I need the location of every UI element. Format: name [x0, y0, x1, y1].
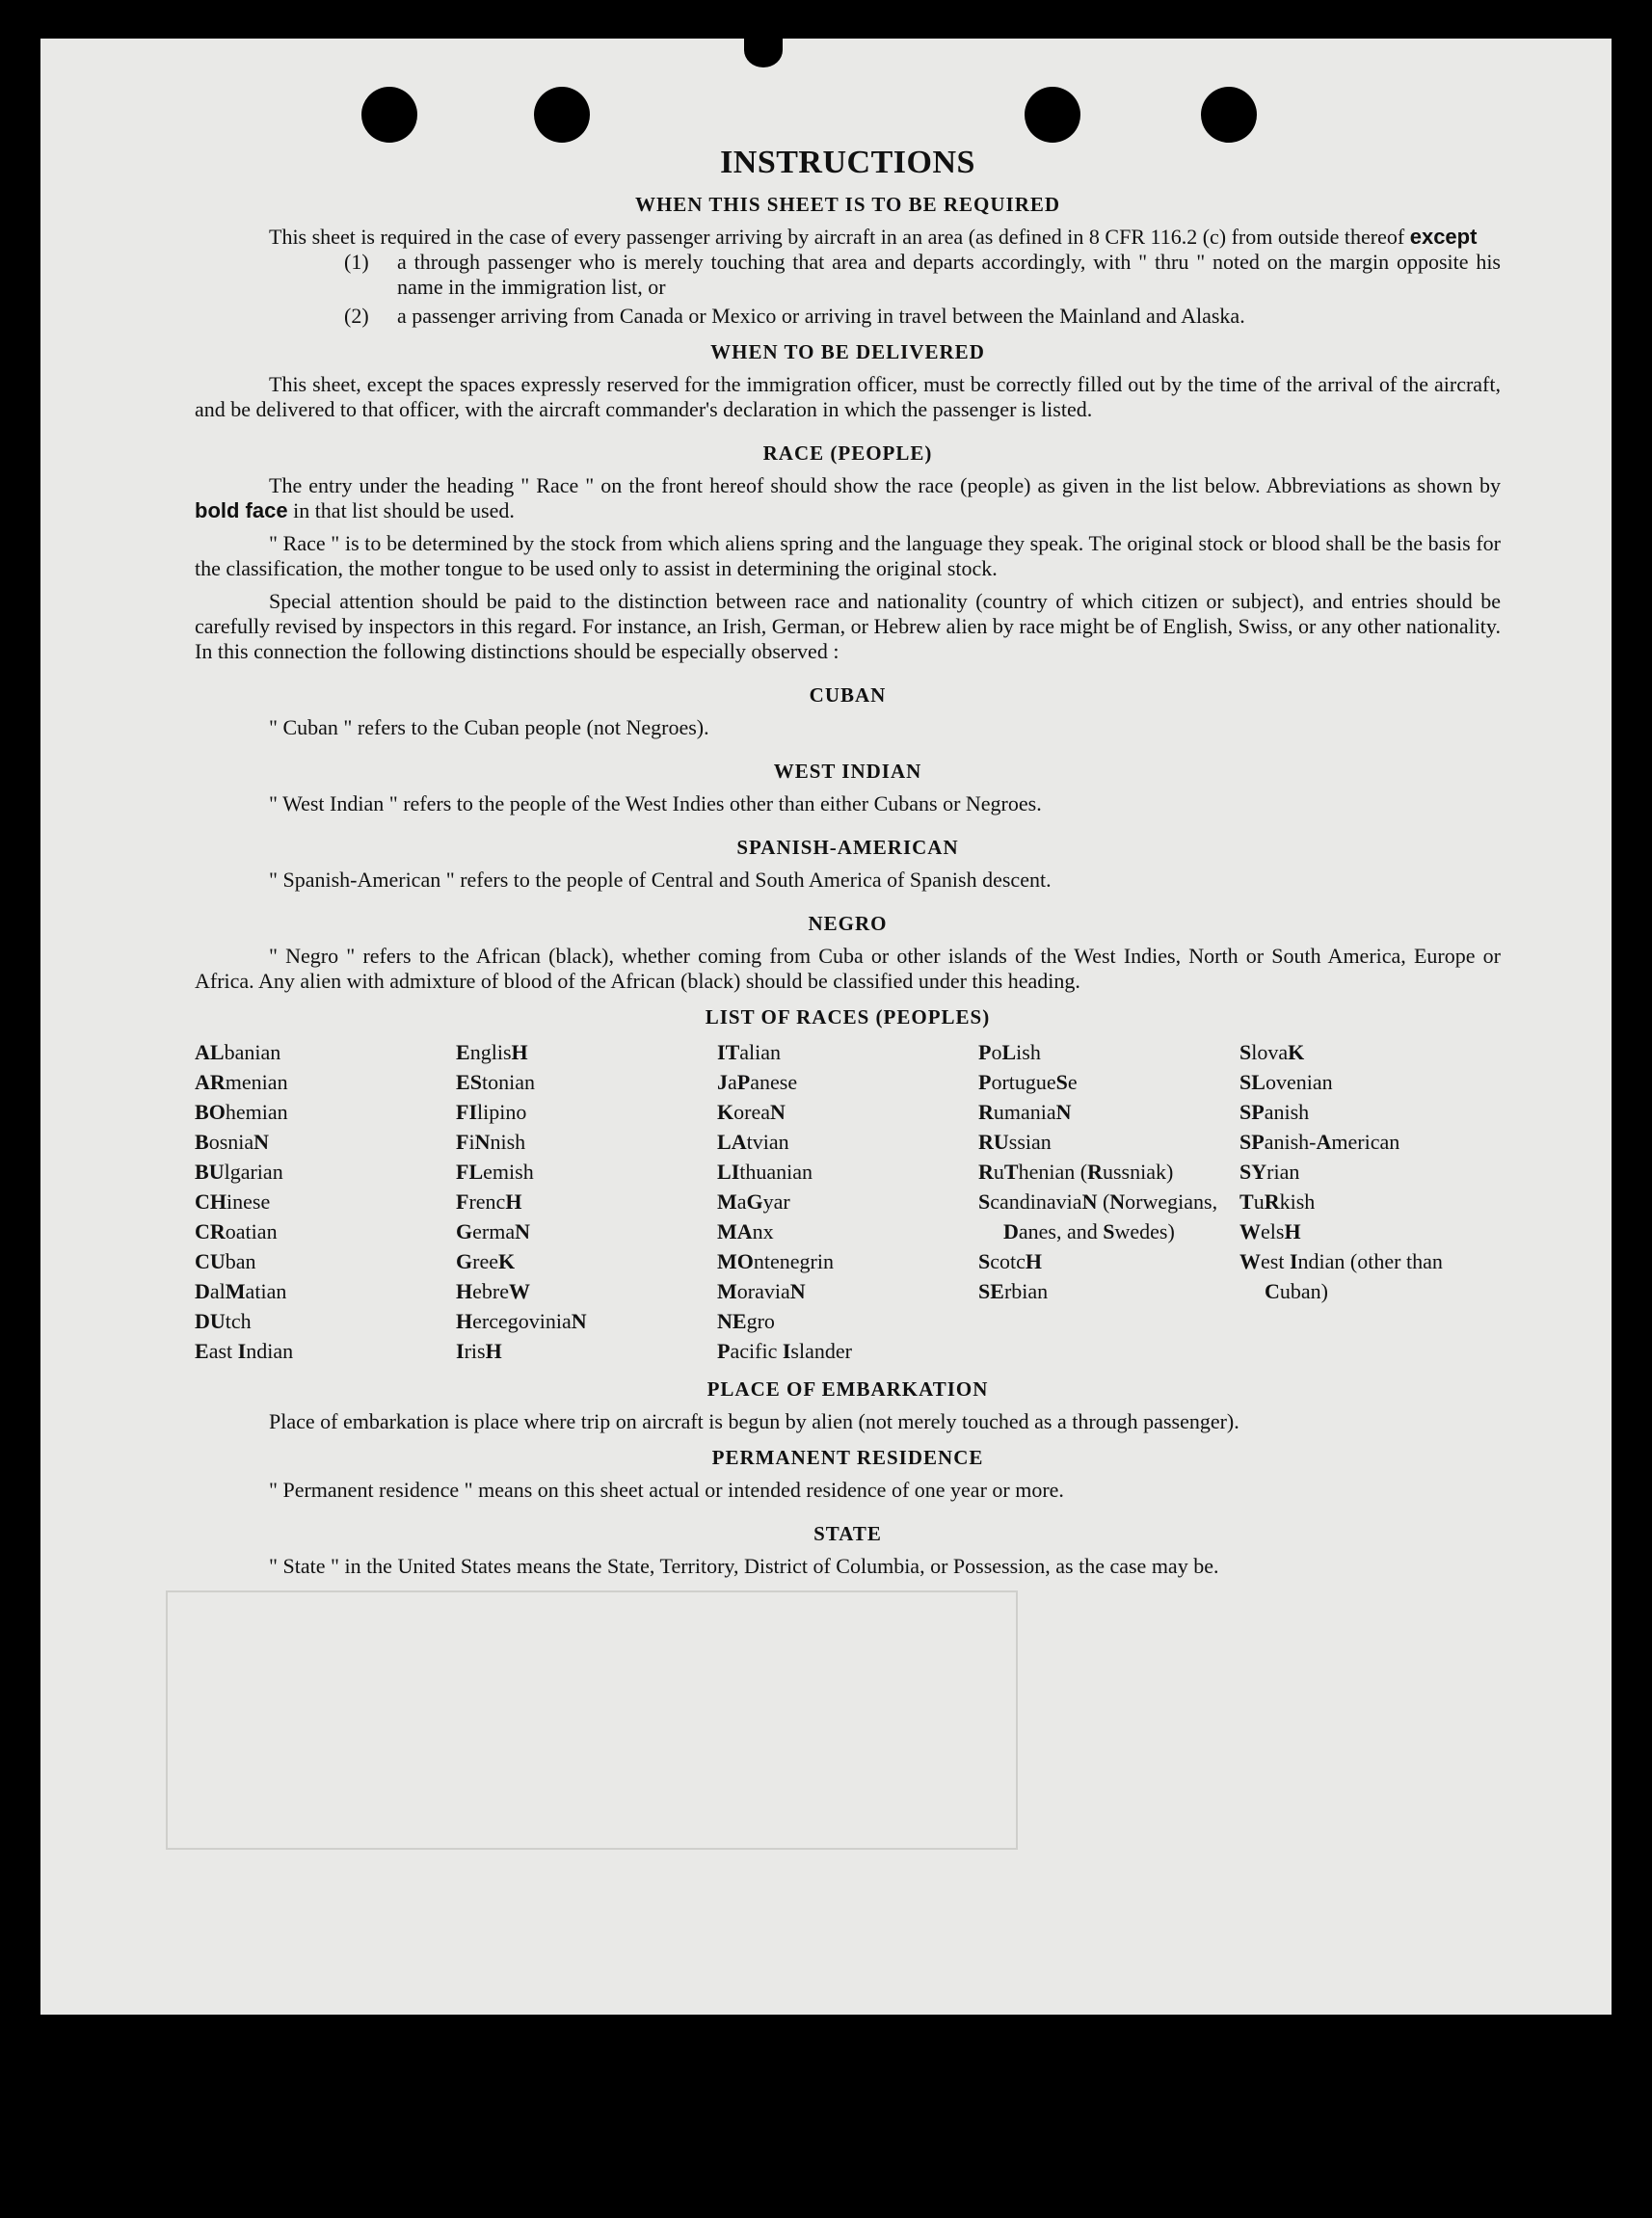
section-heading-permanent-residence: PERMANENT RESIDENCE	[711, 1446, 984, 1469]
race-entry: SPanish-American	[1239, 1130, 1400, 1154]
section-heading-list-of-races: LIST OF RACES (PEOPLES)	[705, 1005, 991, 1029]
race-entry: ITalian	[717, 1040, 782, 1064]
race-entry: ARmenian	[195, 1070, 288, 1094]
race-entry: BOhemian	[195, 1100, 288, 1124]
list-item: (2) a passenger arriving from Canada or Mexico or arriving in travel between the Mainland and Alaska.	[344, 304, 1245, 328]
race-entry: JaPanese	[717, 1070, 798, 1094]
race-entry: DalMatian	[195, 1279, 287, 1303]
race-paragraph-2: " Race " is to be determined by the stock from which aliens spring and the language they speak. The original stock or blood shall be the basis for the classification, the mother tongue to be used only to assist in determining the original stock.	[195, 531, 1501, 580]
races-column	[195, 1037, 456, 1366]
punch-hole	[1201, 87, 1257, 143]
race-entry: NEgro	[717, 1309, 775, 1333]
section-heading-west-indian: WEST INDIAN	[773, 760, 922, 783]
when-required-intro: This sheet is required in the case of every passenger arriving by aircraft in an area (as defined in 8 CFR 116.2 (c) from outside thereof except	[269, 225, 1478, 249]
race-entry: SPanish	[1239, 1100, 1310, 1124]
race-entry: MOntenegrin	[717, 1249, 834, 1273]
section-heading-negro: NEGRO	[808, 912, 888, 935]
race-entry: CHinese	[195, 1189, 271, 1214]
race-entry: MaGyar	[717, 1189, 790, 1214]
page-title: INSTRUCTIONS	[720, 145, 975, 180]
page-notch	[744, 39, 783, 67]
race-entry: ALbanian	[195, 1040, 281, 1064]
race-entry: CUban	[195, 1249, 256, 1273]
race-entry: EStonian	[456, 1070, 535, 1094]
race-paragraph-3: Special attention should be paid to the distinction between race and nationality (country of which citizen or subject), and entries should be carefully revised by inspectors in this regard. For instance, an Irish, German, or Hebrew alien by race might be of English, Swiss, or any other nationality. In this connection the following distinctions should be especially observed :	[195, 589, 1501, 663]
section-heading-cuban: CUBAN	[809, 683, 887, 707]
bleed-through-box	[166, 1590, 1018, 1850]
when-delivered-text: This sheet, except the spaces expressly reserved for the immigration officer, must be correctly filled out by the time of the arrival of the aircraft, and be delivered to that officer, with the aircraft commander's declaration in which the passenger is listed.	[195, 372, 1501, 421]
race-entry: PortugueSe	[978, 1070, 1078, 1094]
race-entry: MoraviaN	[717, 1279, 806, 1303]
list-item: (1) a through passenger who is merely touching that area and departs accordingly, with " thru " noted on the margin opposite his name in the immigration list, or	[344, 250, 1501, 299]
document-page	[40, 39, 1612, 2015]
race-entry: CRoatian	[195, 1219, 278, 1243]
race-entry: EnglisH	[456, 1040, 528, 1064]
section-heading-when-required: WHEN THIS SHEET IS TO BE REQUIRED	[634, 193, 1061, 216]
race-entry: FLemish	[456, 1160, 534, 1184]
race-entry: GermaN	[456, 1219, 530, 1243]
race-entry: DUtch	[195, 1309, 252, 1333]
races-list	[195, 1037, 1501, 1366]
race-entry: LAtvian	[717, 1130, 789, 1154]
race-entry: SLovenian	[1239, 1070, 1333, 1094]
race-entry: West Indian (other than Cuban)	[1239, 1249, 1443, 1303]
race-entry: IrisH	[456, 1339, 502, 1363]
section-heading-when-delivered: WHEN TO BE DELIVERED	[710, 340, 985, 363]
race-entry: SlovaK	[1239, 1040, 1305, 1064]
race-entry: TuRkish	[1239, 1189, 1316, 1214]
section-heading-race: RACE (PEOPLE)	[762, 441, 933, 465]
race-entry: RumaniaN	[978, 1100, 1072, 1124]
race-entry: Pacific Islander	[717, 1339, 852, 1363]
section-heading-place-of-embarkation: PLACE OF EMBARKATION	[706, 1377, 989, 1401]
race-entry: KoreaN	[717, 1100, 786, 1124]
race-entry: MAnx	[717, 1219, 774, 1243]
race-entry: SErbian	[978, 1279, 1049, 1303]
race-entry: HercegoviniaN	[456, 1309, 587, 1333]
place-of-embarkation-text: Place of embarkation is place where trip on aircraft is begun by alien (not merely touched as a through passenger).	[269, 1409, 1239, 1433]
west-indian-text: " West Indian " refers to the people of the West Indies other than either Cubans or Negroes.	[269, 791, 1042, 815]
race-entry: RuThenian (Russniak)	[978, 1160, 1174, 1184]
race-entry: BosniaN	[195, 1130, 270, 1154]
permanent-residence-text: " Permanent residence " means on this sheet actual or intended residence of one year or more.	[269, 1478, 1064, 1502]
race-entry: ScotcH	[978, 1249, 1043, 1273]
race-entry: HebreW	[456, 1279, 530, 1303]
race-entry: BUlgarian	[195, 1160, 283, 1184]
spanish-american-text: " Spanish-American " refers to the people of Central and South America of Spanish descent.	[269, 868, 1052, 892]
race-entry: SYrian	[1239, 1160, 1300, 1184]
races-column	[456, 1037, 717, 1366]
race-entry: East Indian	[195, 1339, 294, 1363]
except-emphasis: except	[1409, 225, 1478, 249]
race-paragraph-1: The entry under the heading " Race " on the front hereof should show the race (people) as given in the list below. Abbreviations as shown by bold face in that list should be used.	[195, 473, 1501, 522]
negro-text: " Negro " refers to the African (black), whether coming from Cuba or other islands of the West Indies, North or South America, Europe or Africa. Any alien with admixture of blood of the African (black) should be classified under this heading.	[195, 944, 1501, 993]
punch-hole	[534, 87, 590, 143]
races-column	[978, 1037, 1239, 1366]
race-entry: RUssian	[978, 1130, 1052, 1154]
instructions-content	[195, 145, 1501, 1579]
punch-hole	[1025, 87, 1080, 143]
cuban-text: " Cuban " refers to the Cuban people (not Negroes).	[269, 715, 709, 739]
race-entry: LIthuanian	[717, 1160, 813, 1184]
race-entry: GreeK	[456, 1249, 516, 1273]
races-column	[717, 1037, 978, 1366]
section-heading-spanish-american: SPANISH-AMERICAN	[736, 836, 959, 859]
races-column	[1239, 1037, 1501, 1366]
race-entry: ScandinaviaN (Norwegians, Danes, and Swedes)	[978, 1189, 1218, 1243]
race-entry: FIlipino	[456, 1100, 527, 1124]
race-entry: FiNnish	[456, 1130, 526, 1154]
state-text: " State " in the United States means the State, Territory, District of Columbia, or Possession, as the case may be.	[269, 1554, 1219, 1578]
race-entry: PoLish	[978, 1040, 1041, 1064]
section-heading-state: STATE	[813, 1522, 882, 1545]
bold-face-emphasis: bold face	[195, 498, 288, 522]
punch-hole	[361, 87, 417, 143]
race-entry: WelsH	[1239, 1219, 1301, 1243]
race-entry: FrencH	[456, 1189, 522, 1214]
